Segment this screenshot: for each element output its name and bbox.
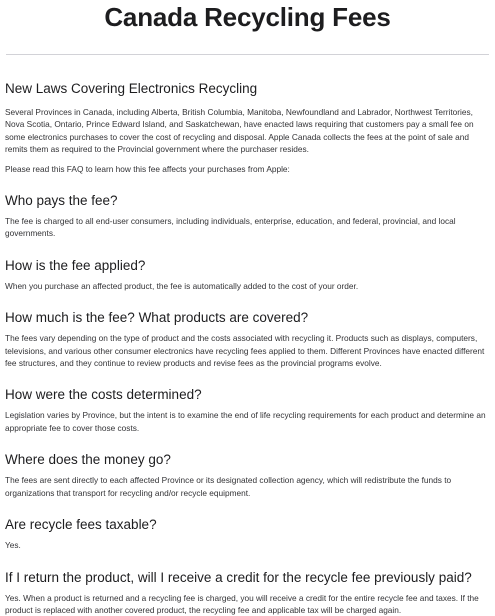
faq-answer: Yes. (5, 539, 489, 551)
faq-costs-determined (5, 386, 489, 434)
intro-paragraph: Several Provinces in Canada, including Alberta, British Columbia, Manitoba, Newfoundland and Labrador, Northwest Territories, Nova Scotia, Ontario, Prince Edward Island, and Saskatchewan, have enacted laws requiring that customers pay a small fee on some electronics purchases to cover the cost of recycling and disposal. Apple Canada collects the fees at the point of sale and remits them as required to the Provincial government where the purchaser resides. (5, 106, 489, 156)
faq-question: How much is the fee? What products are covered? (5, 309, 489, 326)
faq-question: How is the fee applied? (5, 257, 489, 274)
faq-answer: When you purchase an affected product, the fee is automatically added to the cost of your order. (5, 280, 489, 292)
faq-question: If I return the product, will I receive a credit for the recycle fee previously paid? (5, 569, 489, 586)
faq-answer: The fee is charged to all end-user consumers, including individuals, enterprise, education, and federal, provincial, and local governments. (5, 215, 489, 240)
faq-content (0, 80, 495, 616)
faq-who-pays (5, 192, 489, 240)
faq-question: Are recycle fees taxable? (5, 516, 489, 533)
faq-how-applied (5, 257, 489, 292)
faq-answer: The fees vary depending on the type of product and the costs associated with recycling it. Products such as displays, computers, televisions, and various other consumer electronics have recycling fees applied to them. Different Provinces have enacted different fee structures, and they continue to review products and revise fees as the provincial programs evolve. (5, 332, 489, 369)
faq-taxable (5, 516, 489, 551)
faq-answer: Legislation varies by Province, but the intent is to examine the end of life recycling requirements for each product and determine an appropriate fee to cover those costs. (5, 409, 489, 434)
faq-question: Where does the money go? (5, 451, 489, 468)
faq-answer: The fees are sent directly to each affected Province or its designated collection agency, which will redistribute the funds to organizations that transport for recycling and/or recycle equipment. (5, 474, 489, 499)
faq-question: Who pays the fee? (5, 192, 489, 209)
page-title: Canada Recycling Fees (0, 0, 495, 40)
faq-question: How were the costs determined? (5, 386, 489, 403)
faq-return-credit (5, 569, 489, 616)
intro-note: Please read this FAQ to learn how this fee affects your purchases from Apple: (5, 163, 489, 175)
faq-how-much (5, 309, 489, 369)
intro-heading: New Laws Covering Electronics Recycling (5, 80, 489, 97)
faq-money-destination (5, 451, 489, 499)
title-divider (6, 54, 489, 55)
faq-answer: Yes. When a product is returned and a recycling fee is charged, you will receive a credit for the entire recycle fee and taxes. If the product is replaced with another covered product, the recycling fee and applicable tax will be charged again. (5, 592, 489, 616)
